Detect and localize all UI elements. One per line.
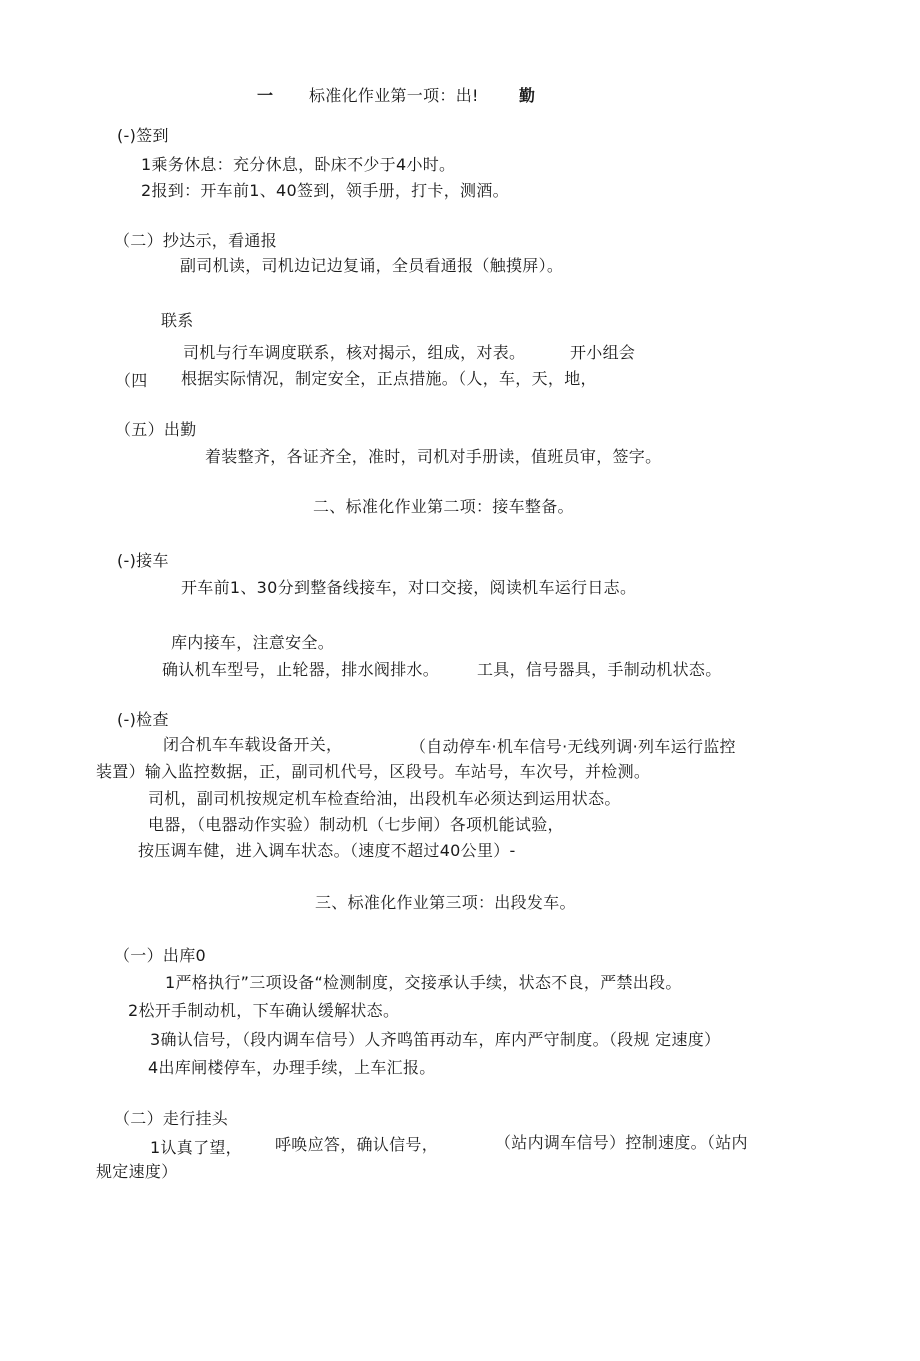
section-2-sub-2-line-4: 电器，（电器动作实验）制动机（七步闸）各项机能试验， bbox=[148, 815, 564, 834]
section-1-sub-4-line-1: 根据实际情况，制定安全，正点措施。（人，车，天，地， bbox=[181, 369, 597, 388]
section-3-sub-2-line-1a: 1认真了望， bbox=[150, 1138, 242, 1157]
section-2-sub-2-line-5: 按压调车健，进入调车状态。（速度不超过40公里）- bbox=[138, 841, 516, 860]
section-1-number: 一 bbox=[257, 86, 274, 105]
section-1-sub-3-line-1b: 开小组会 bbox=[570, 343, 636, 362]
section-2-sub-1-line-3b: 工具，信号器具，手制动机状态。 bbox=[477, 660, 722, 679]
section-2-sub-2-line-1: 闭合机车车载设备开关， bbox=[163, 735, 343, 754]
section-2-sub-2-line-1b: （自动停车·机车信号·无线列调·列车运行监控 bbox=[410, 737, 736, 756]
section-1-sub-5-line-1: 着装整齐，各证齐全，准时，司机对手册读，值班员审，签字。 bbox=[205, 447, 662, 466]
section-3-sub-2-heading: （二）走行挂头 bbox=[114, 1109, 229, 1128]
section-1-sub-5-heading: （五）出勤 bbox=[115, 420, 197, 439]
section-2-sub-1-heading: (-)接车 bbox=[117, 551, 169, 570]
section-3-sub-1-line-2: 2松开手制动机，下车确认缓解状态。 bbox=[128, 1001, 400, 1020]
section-2-sub-2-line-2: 装置）输入监控数据，正，副司机代号，区段号。车站号，车次号，并检测。 bbox=[96, 762, 651, 781]
section-3-sub-1-line-1: 1严格执行”三项设备“检测制度，交接承认手续，状态不良，严禁出段。 bbox=[165, 973, 682, 992]
section-3-sub-1-line-3: 3确认信号，（段内调车信号）人齐鸣笛再动车，库内严守制度。（段规 定速度） bbox=[150, 1030, 721, 1049]
section-1-sub-1-heading: (-)签到 bbox=[117, 126, 169, 145]
section-3-sub-1-line-4: 4出库闸楼停车，办理手续，上车汇报。 bbox=[148, 1058, 436, 1077]
section-1-sub-3-line-1: 司机与行车调度联系，核对揭示，组成，对表。 bbox=[183, 343, 526, 362]
section-2-sub-2-heading: (-)检查 bbox=[117, 710, 169, 729]
section-2-sub-1-line-1: 开车前1、30分到整备线接车，对口交接，阅读机车运行日志。 bbox=[181, 578, 637, 597]
section-1-title-tail: 勤 bbox=[519, 86, 536, 105]
section-1-sub-2-line-1: 副司机读，司机边记边复诵，全员看通报（触摸屏）。 bbox=[180, 256, 564, 275]
section-2-sub-1-line-2: 库内接车，注意安全。 bbox=[171, 633, 335, 652]
section-2-sub-2-line-3: 司机，副司机按规定机车检查给油，出段机车必须达到运用状态。 bbox=[148, 789, 621, 808]
section-3-sub-2-line-1c: （站内调车信号）控制速度。（站内 bbox=[495, 1133, 748, 1152]
section-1-sub-3-heading: 联系 bbox=[161, 311, 194, 330]
section-1-title: 标准化作业第一项：出! bbox=[309, 86, 479, 105]
section-3-sub-2-line-1b: 呼唤应答，确认信号， bbox=[275, 1135, 439, 1154]
section-3-sub-2-line-2: 规定速度） bbox=[96, 1162, 178, 1181]
section-1-sub-1-line-2: 2报到：开车前1、40签到，领手册，打卡，测酒。 bbox=[141, 181, 509, 200]
section-1-sub-4-heading: （四 bbox=[115, 371, 148, 390]
section-2-title: 二、标准化作业第二项：接车整备。 bbox=[313, 497, 574, 516]
section-1-sub-2-heading: （二）抄达示，看通报 bbox=[114, 231, 278, 250]
section-1-sub-1-line-1: 1乘务休息：充分休息，卧床不少于4小时。 bbox=[141, 155, 456, 174]
section-3-title: 三、标准化作业第三项：出段发车。 bbox=[315, 893, 576, 912]
section-2-sub-1-line-3: 确认机车型号，止轮器，排水阀排水。 bbox=[162, 660, 440, 679]
section-3-sub-1-heading: （一）出库0 bbox=[114, 946, 206, 965]
